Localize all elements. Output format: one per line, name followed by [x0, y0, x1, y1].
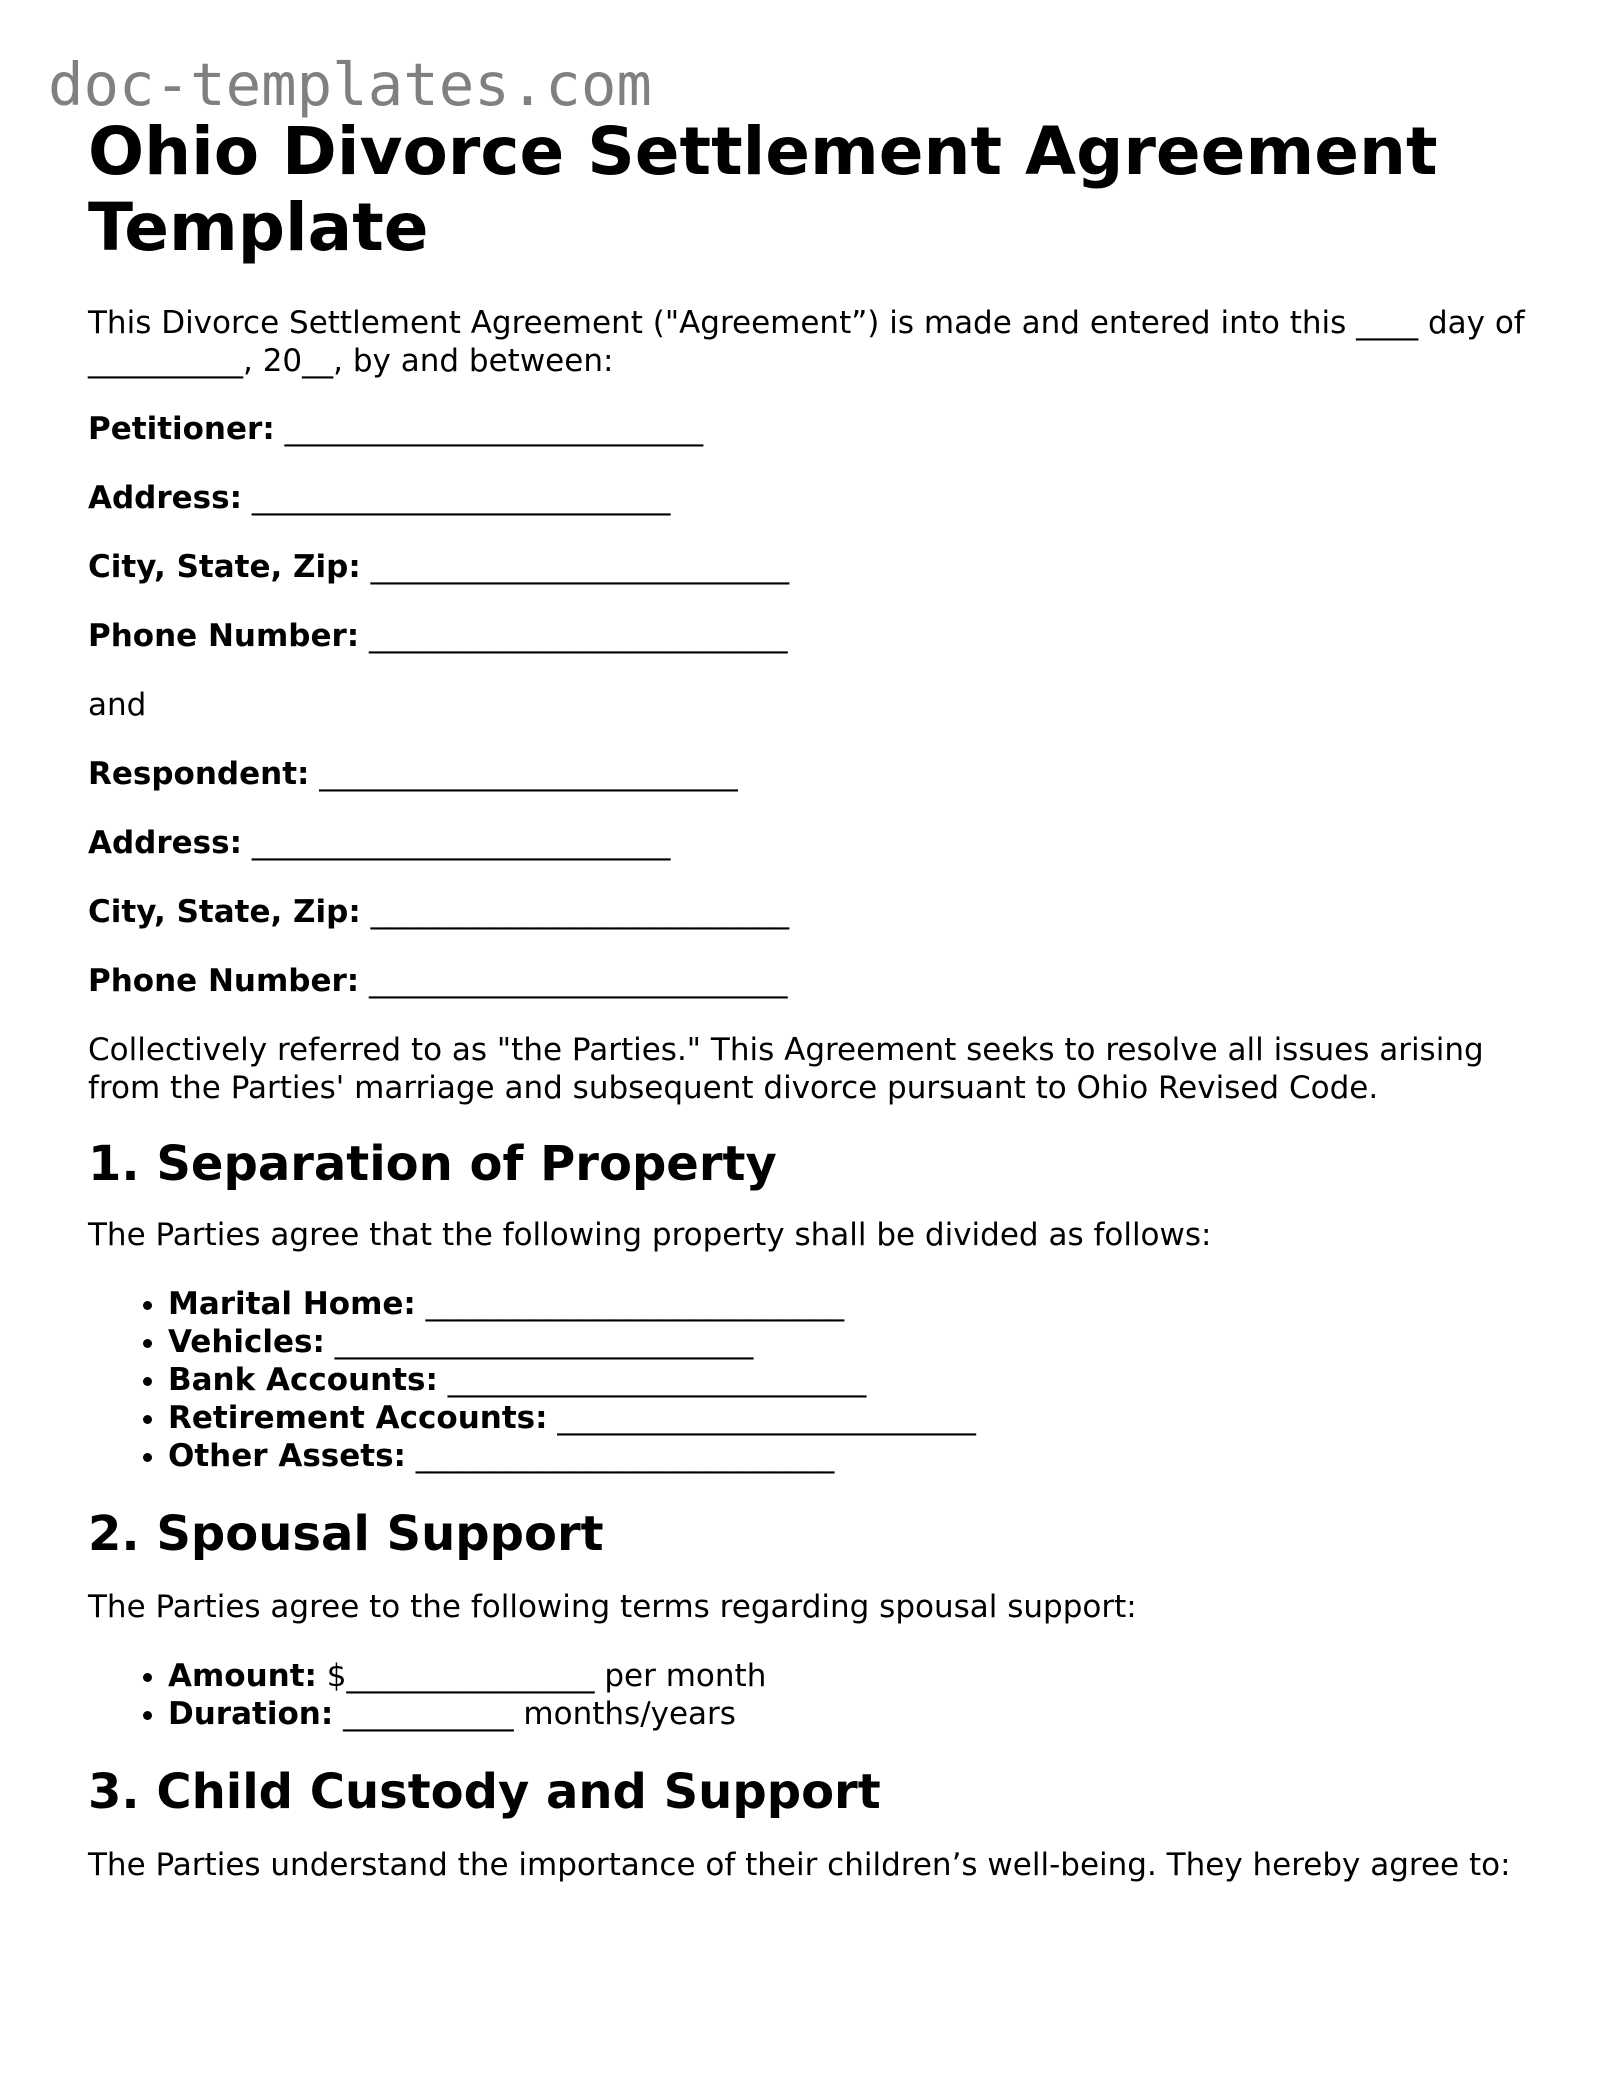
- list-item: [168, 1437, 1528, 1475]
- item-blank: ___________________________: [324, 1324, 754, 1360]
- petitioner-field: [88, 410, 1528, 448]
- item-blank: ___________________________: [415, 1286, 845, 1322]
- item-label: Duration:: [168, 1696, 334, 1732]
- field-blank: ___________________________: [242, 480, 671, 516]
- spousal-support-list: [88, 1657, 1528, 1733]
- field-blank: ___________________________: [242, 825, 671, 861]
- field-label: Respondent:: [88, 756, 310, 792]
- item-blank: ___________________________: [547, 1400, 976, 1436]
- item-blank: ___________________________: [437, 1362, 867, 1398]
- item-blank: $________________ per month: [316, 1658, 767, 1694]
- respondent-phone-field: [88, 962, 1528, 1000]
- list-item: [168, 1695, 1528, 1733]
- intro-paragraph: This Divorce Settlement Agreement ("Agreement”) is made and entered into this ____ day of __________, 20__, by and between:: [88, 305, 1525, 379]
- petitioner-address-field: [88, 479, 1528, 517]
- field-blank: ___________________________: [359, 963, 788, 999]
- field-blank: ___________________________: [360, 894, 790, 930]
- item-label: Marital Home:: [168, 1286, 416, 1322]
- item-blank: ___________ months/years: [333, 1696, 736, 1732]
- respondent-field: [88, 755, 1528, 793]
- list-item: [168, 1361, 1528, 1399]
- field-label: City, State, Zip:: [88, 549, 361, 585]
- respondent-address-field: [88, 824, 1528, 862]
- property-list: [88, 1285, 1528, 1475]
- field-label: City, State, Zip:: [88, 894, 361, 930]
- item-label: Bank Accounts:: [168, 1362, 438, 1398]
- field-label: Petitioner:: [88, 411, 275, 447]
- respondent-city-field: [88, 893, 1528, 931]
- item-blank: ___________________________: [405, 1438, 835, 1474]
- and-text: and: [88, 687, 147, 723]
- field-blank: ___________________________: [274, 411, 704, 447]
- section-3-intro: The Parties understand the importance of their children’s well-being. They hereby agree to:: [88, 1847, 1511, 1883]
- field-label: Phone Number:: [88, 963, 360, 999]
- field-blank: ___________________________: [309, 756, 738, 792]
- list-item: [168, 1399, 1528, 1437]
- collective-paragraph: Collectively referred to as "the Parties." This Agreement seeks to resolve all issues arising from the Parties' marriage and subsequent divorce pursuant to Ohio Revised Code.: [88, 1032, 1484, 1106]
- list-item: [168, 1657, 1528, 1695]
- list-item: [168, 1323, 1528, 1361]
- field-blank: ___________________________: [360, 549, 790, 585]
- section-1-intro: The Parties agree that the following property shall be divided as follows:: [88, 1217, 1212, 1253]
- document-title: [88, 114, 1528, 266]
- field-blank: ___________________________: [359, 618, 788, 654]
- field-label: Phone Number:: [88, 618, 360, 654]
- section-2-heading: 2. Spousal Support: [88, 1506, 604, 1562]
- item-label: Retirement Accounts:: [168, 1400, 548, 1436]
- item-label: Vehicles:: [168, 1324, 325, 1360]
- title-line-1: Ohio Divorce Settlement Agreement: [88, 113, 1438, 190]
- petitioner-city-field: [88, 548, 1528, 586]
- list-item: [168, 1285, 1528, 1323]
- section-2-intro: The Parties agree to the following terms regarding spousal support:: [88, 1589, 1137, 1625]
- section-3-heading: 3. Child Custody and Support: [88, 1764, 881, 1820]
- item-label: Other Assets:: [168, 1438, 406, 1474]
- item-label: Amount:: [168, 1658, 317, 1694]
- document-body: [88, 114, 1528, 1884]
- watermark: doc-templates.com: [48, 50, 652, 119]
- field-label: Address:: [88, 480, 242, 516]
- section-1-heading: 1. Separation of Property: [88, 1136, 777, 1192]
- field-label: Address:: [88, 825, 242, 861]
- petitioner-phone-field: [88, 617, 1528, 655]
- title-line-2: Template: [88, 189, 429, 266]
